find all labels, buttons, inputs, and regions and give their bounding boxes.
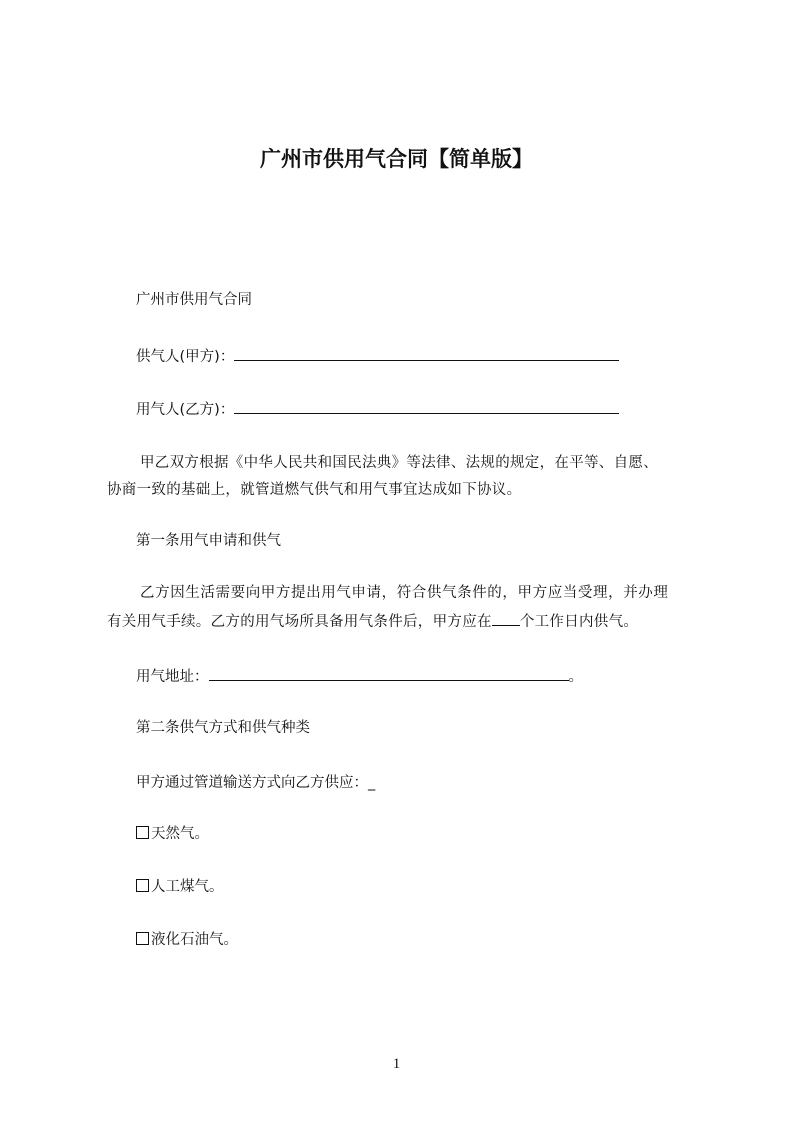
checkbox-icon[interactable] <box>136 932 149 945</box>
address-blank[interactable] <box>209 666 569 681</box>
party-a-line <box>136 346 619 366</box>
address-label: 用气地址： <box>136 669 209 685</box>
supply-text: 甲方通过管道输送方式向乙方供应：_ <box>136 775 376 791</box>
party-b-label: 用气人(乙方)： <box>136 402 235 418</box>
address-line <box>136 666 583 686</box>
checkbox-icon[interactable] <box>136 826 149 839</box>
preamble-line-1: 甲乙双方根据《中华人民共和国民法典》等法律、法规的规定，在平等、自愿、 <box>140 455 658 471</box>
checkbox-icon[interactable] <box>136 879 149 892</box>
party-b-line <box>136 399 619 419</box>
page-number: 1 <box>392 1056 401 1072</box>
article-1-title: 第一条用气申请和供气 <box>136 533 281 549</box>
article-1-line-2 <box>107 611 638 631</box>
option-natural-gas[interactable] <box>136 825 209 843</box>
contract-subtitle: 广州市供用气合同 <box>136 292 252 308</box>
article-1-text: 有关用气手续。乙方的用气场所具备用气条件后，甲方应在 <box>107 614 492 630</box>
option-lpg[interactable] <box>136 931 238 949</box>
article-1-line-1: 乙方因生活需要向甲方提出用气申请，符合供气条件的，甲方应当受理，并办理 <box>140 585 669 601</box>
option-label: 液化石油气。 <box>151 932 238 948</box>
preamble-line-2: 协商一致的基础上，就管道燃气供气和用气事宜达成如下协议。 <box>107 482 522 498</box>
address-end: 。 <box>568 669 583 685</box>
document-title: 广州市供用气合同【简单版】 <box>260 147 533 171</box>
option-label: 天然气。 <box>151 826 209 842</box>
party-a-label: 供气人(甲方)： <box>136 349 235 365</box>
party-b-blank[interactable] <box>234 399 619 414</box>
workday-blank[interactable] <box>492 611 520 626</box>
article-2-title: 第二条供气方式和供气种类 <box>136 720 310 736</box>
article-1-text-end: 个工作日内供气。 <box>519 614 639 630</box>
party-a-blank[interactable] <box>234 346 619 361</box>
option-label: 人工煤气。 <box>151 879 224 895</box>
option-coal-gas[interactable] <box>136 878 224 896</box>
